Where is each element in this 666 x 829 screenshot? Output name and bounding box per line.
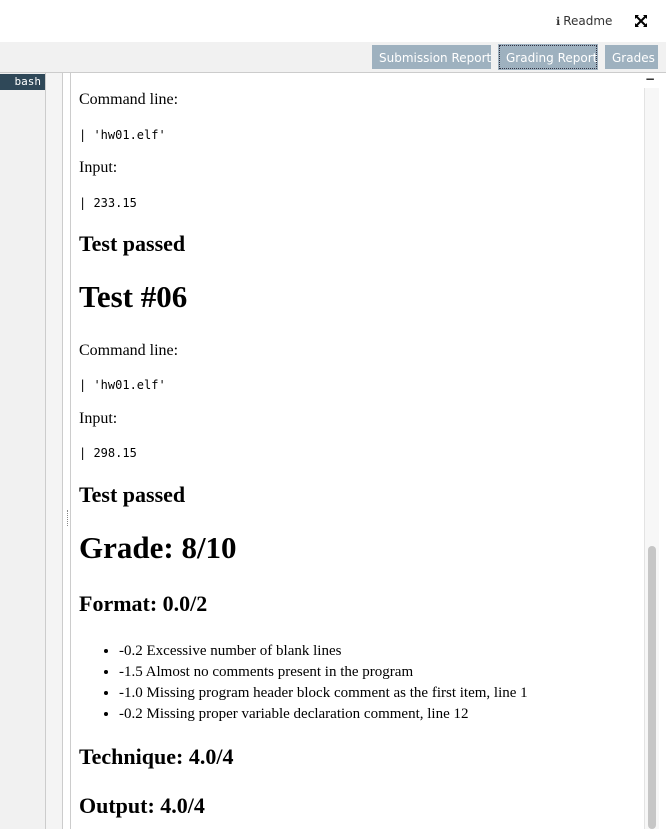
- readme-label: Readme: [563, 14, 613, 28]
- grading-report-panel: [70, 73, 645, 829]
- format-heading: Format: 0.0/2: [79, 591, 208, 616]
- collapse-panel-button[interactable]: −: [644, 72, 656, 86]
- input-label: Input:: [79, 159, 118, 176]
- tab-submission-report[interactable]: Submission Report: [372, 45, 491, 69]
- test-title: Test #06: [79, 279, 188, 314]
- command-line-label: Command line:: [79, 342, 179, 359]
- command-line-label: Command line:: [79, 91, 179, 108]
- test-result: Test passed: [79, 231, 186, 256]
- expand-icon[interactable]: [634, 14, 648, 28]
- scrollbar-thumb[interactable]: [648, 546, 656, 829]
- input-value: | 298.15: [79, 446, 137, 460]
- report-scrollbar[interactable]: [644, 88, 659, 829]
- pane-splitter[interactable]: [46, 73, 63, 829]
- splitter-grip[interactable]: [67, 510, 69, 526]
- format-deductions-list: [101, 641, 528, 725]
- deduction-item: • -0.2 Excessive number of blank lines: [119, 641, 528, 662]
- terminal-tab-bash[interactable]: bash: [0, 74, 45, 90]
- terminal-pane: [0, 73, 46, 829]
- deduction-item: • -1.0 Missing program header block comment as the first item, line 1: [119, 683, 528, 704]
- input-label: Input:: [79, 410, 118, 427]
- top-bar: [0, 0, 666, 43]
- deduction-item: • -0.2 Missing proper variable declaration comment, line 12: [119, 704, 528, 725]
- technique-heading: Technique: 4.0/4: [79, 744, 234, 769]
- grade-heading: Grade: 8/10: [79, 530, 237, 565]
- output-heading: Output: 4.0/4: [79, 793, 205, 818]
- tab-grading-report[interactable]: Grading Report: [499, 45, 597, 69]
- info-icon: ℹ: [556, 14, 561, 28]
- test-result: Test passed: [79, 482, 186, 507]
- command-line-value: | 'hw01.elf': [79, 128, 166, 142]
- input-value: | 233.15: [79, 196, 137, 210]
- command-line-value: | 'hw01.elf': [79, 378, 166, 392]
- deduction-item: • -1.5 Almost no comments present in the program: [119, 662, 528, 683]
- readme-link[interactable]: [556, 14, 612, 28]
- report-tab-bar: [0, 42, 666, 73]
- tab-grades[interactable]: Grades: [605, 45, 658, 69]
